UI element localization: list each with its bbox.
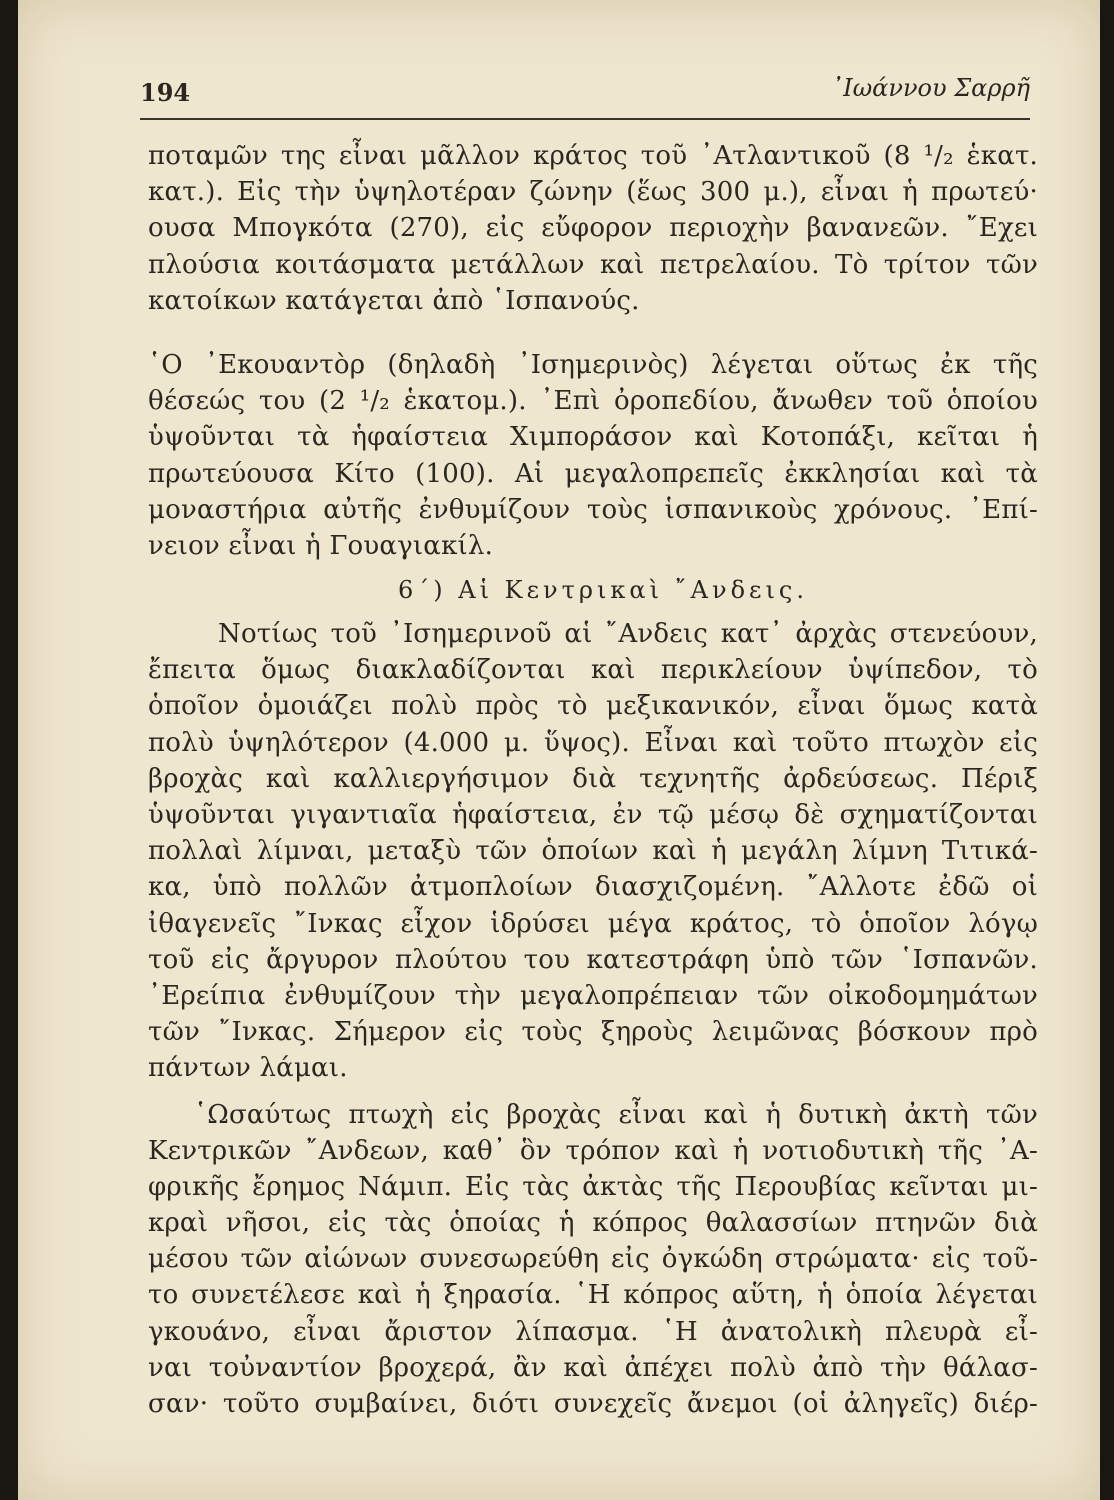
text-line: Κεντρικῶν ῎Ανδεων, καθ᾿ ὃν τρόπον καὶ ἡ νοτιοδυτικὴ τῆς ᾿Α- — [148, 1135, 1038, 1166]
text-line: πρωτεύουσα Κίτο (100). Αἱ μεγαλοπρεπεῖς ἐκκλησίαι καὶ τὰ — [148, 458, 1038, 489]
section-heading: 6΄) Αἱ Κεντρικαὶ ῎Ανδεις. — [398, 576, 808, 605]
text-line: ὁποῖον ὁμοιάζει πολὺ πρὸς τὸ μεξικανικόν, εἶναι ὅμως κατὰ — [148, 691, 1038, 722]
header-rule — [140, 118, 1030, 120]
text-line: πλούσια κοιτάσματα μετάλλων καὶ πετρελαίου. Τὸ τρίτον τῶν — [148, 249, 1038, 280]
text-line: κατ.). Εἰς τὴν ὑψηλοτέραν ζώνην (ἕως 300 μ.), εἶναι ἡ πρωτεύ· — [148, 177, 1038, 208]
text-line: κραὶ νῆσοι, εἰς τὰς ὁποίας ἡ κόπρος θαλασσίων πτηνῶν διὰ — [148, 1208, 1038, 1239]
text-line: κα, ὑπὸ πολλῶν ἀτμοπλοίων διασχιζομένη. ῎Αλλοτε ἐδῶ οἱ — [148, 872, 1038, 903]
text-line: ποταμῶν της εἶναι μᾶλλον κράτος τοῦ ᾿Ατλαντικοῦ (8 ¹/₂ ἑκατ. — [148, 141, 1038, 171]
paragraph-guano — [148, 1097, 1038, 1423]
text-line: ὑψοῦνται γιγαντιαῖα ἡφαίστεια, ἐν τῷ μέσῳ δὲ σχηματίζονται — [148, 800, 1038, 830]
text-line: τοῦ εἰς ἄργυρον πλούτου του κατεστράφη ὑπὸ τῶν ῾Ισπανῶν. — [148, 944, 1038, 975]
page-header — [140, 70, 1030, 110]
text-line: κατοίκων κατάγεται ἀπὸ ῾Ισπανούς. — [148, 285, 640, 316]
book-page — [18, 0, 1100, 1500]
text-line: ἰθαγενεῖς ῎Ινκας εἶχον ἱδρύσει μέγα κράτος, τὸ ὁποῖον λόγῳ — [148, 908, 1038, 939]
text-line: μοναστήρια αὐτῆς ἐνθυμίζουν τοὺς ἱσπανικοὺς χρόνους. ᾿Επί- — [148, 494, 1038, 525]
text-line: ναι τοὐναντίον βροχερά, ἂν καὶ ἀπέχει πολὺ ἀπὸ τὴν θάλασ- — [148, 1352, 1038, 1383]
text-line: ὑψοῦνται τὰ ἡφαίστεια Χιμποράσον καὶ Κοτοπάξι, κεῖται ἡ — [148, 422, 1038, 453]
text-line: νειον εἶναι ἡ Γουαγιακίλ. — [148, 530, 494, 561]
paragraph-colombia — [148, 138, 1038, 319]
text-line: το συνετέλεσε καὶ ἡ ξηρασία. ῾Η κόπρος αὕτη, ἡ ὁποία λέγεται — [148, 1280, 1038, 1311]
text-line: βροχὰς καὶ καλλιεργήσιμον διὰ τεχνητῆς ἀρδεύσεως. Πέριξ — [148, 763, 1038, 794]
paragraph-gap — [148, 319, 1038, 347]
text-line: σαν· τοῦτο συμβαίνει, διότι συνεχεῖς ἄνεμοι (οἱ ἀληγεῖς) διέρ- — [148, 1389, 1038, 1419]
paragraph-central-andes — [148, 616, 1038, 1086]
body-text — [148, 138, 1038, 1422]
text-line: θέσεώς του (2 ¹/₂ ἑκατομ.). ᾿Επὶ ὀροπεδίου, ἄνωθεν τοῦ ὁποίου — [148, 386, 1038, 417]
text-line: γκουάνο, εἶναι ἄριστον λίπασμα. ῾Η ἀνατολικὴ πλευρὰ εἶ- — [148, 1316, 1038, 1347]
text-line: τῶν ῎Ινκας. Σήμερον εἰς τοὺς ξηροὺς λειμῶνας βόσκουν πρὸ — [148, 1017, 1038, 1048]
text-line: πάντων λάμαι. — [148, 1053, 348, 1084]
paragraph-gap — [148, 1087, 1038, 1097]
text-line: Νοτίως τοῦ ᾿Ισημερινοῦ αἱ ῎Ανδεις κατ᾿ ἀρχὰς στενεύουν, — [218, 619, 1038, 650]
text-line: ᾿Ερείπια ἐνθυμίζουν τὴν μεγαλοπρέπειαν τῶν οἰκοδομημάτων — [148, 980, 1038, 1011]
text-line: πολλαὶ λίμναι, μεταξὺ τῶν ὁποίων καὶ ἡ μεγάλη λίμνη Τιτικά- — [148, 836, 1038, 867]
text-line: ουσα Μπογκότα (270), εἰς εὔφορον περιοχὴν βανανεῶν. ῎Εχει — [148, 213, 1038, 244]
text-line: ἔπειτα ὅμως διακλαδίζονται καὶ περικλείουν ὑψίπεδον, τὸ — [148, 655, 1038, 686]
text-line: ῾Ο ᾿Εκουαντὸρ (δηλαδὴ ᾿Ισημερινὸς) λέγεται οὕτως ἐκ τῆς — [148, 349, 1038, 380]
text-line: πολὺ ὑψηλότερον (4.000 μ. ὕψος). Εἶναι καὶ τοῦτο πτωχὸν εἰς — [148, 727, 1038, 758]
paragraph-ecuador — [148, 347, 1038, 564]
text-line: ῾Ωσαύτως πτωχὴ εἰς βροχὰς εἶναι καὶ ἡ δυτικὴ ἀκτὴ τῶν — [194, 1099, 1038, 1130]
page-number: 194 — [140, 78, 191, 107]
text-line: μέσου τῶν αἰώνων συνεσωρεύθη εἰς ὀγκώδη στρώματα· εἰς τοῦ- — [148, 1244, 1038, 1275]
running-head: ᾿Ιωάννου Σαρρῆ — [831, 74, 1030, 102]
text-line: φρικῆς ἔρημος Νάμιπ. Εἰς τὰς ἀκτὰς τῆς Περουβίας κεῖνται μι- — [148, 1171, 1038, 1202]
